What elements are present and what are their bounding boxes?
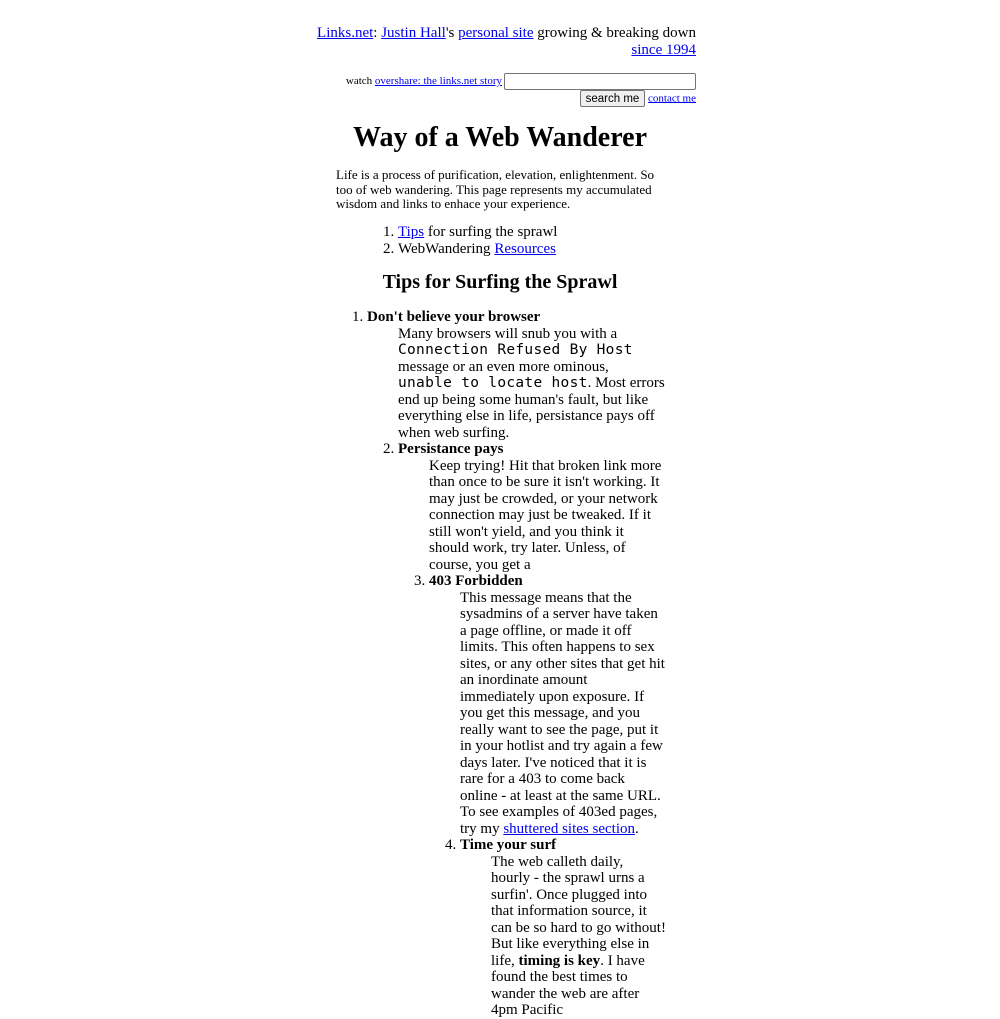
- toc-item-text: for surfing the sprawl: [424, 224, 558, 240]
- tips-level-2: [367, 441, 666, 1019]
- tip-title: 3. 403 Forbidden: [429, 573, 523, 589]
- tip-body: Many browsers will snub you with a Connection Refused By Host message or an even more ominous, unable to locate host. Most errors end up being some human's fault, but like everything else in life, persistance pays off when web surfing.: [398, 325, 665, 441]
- toc-tips-link[interactable]: Tips: [398, 224, 425, 240]
- error-code: Connection Refused By Host: [398, 342, 633, 358]
- tip-title: 2. Persistance pays: [398, 441, 504, 457]
- tips-level-1: [336, 309, 666, 1019]
- tip-item: [398, 441, 666, 1019]
- tips-level-4: [429, 837, 666, 1019]
- author-link[interactable]: Justin Hall: [381, 25, 446, 41]
- intro-paragraph: Life is a process of purification, elevation, enlightenment. So too of web wandering. This page represents my accumulated wisdom and links to enhace your experience.: [336, 167, 655, 211]
- story-link[interactable]: overshare: the links.net story: [374, 75, 502, 88]
- contact-link[interactable]: contact me: [648, 92, 696, 105]
- tip-body: Keep trying! Hit that broken link more than once to be sure it isn't working. It may just be crowded, or your network connection may just be tweaked. If it still won't yield, and you think it should work, try later. Unless, of course, you get a: [429, 457, 662, 573]
- error-code: unable to locate host: [398, 375, 588, 391]
- search-row: [300, 90, 696, 107]
- toc-resources-link[interactable]: Resources: [494, 241, 556, 257]
- toc-item-resources: [398, 241, 557, 258]
- search-input[interactable]: [504, 73, 696, 90]
- emphasis: timing is key: [518, 952, 601, 969]
- toc-item-tips: [398, 224, 557, 241]
- header-possessive: 's: [445, 25, 459, 41]
- site-link[interactable]: Links.net: [317, 25, 374, 41]
- section-title: Tips for Surfing the Sprawl: [382, 271, 618, 293]
- since-link[interactable]: since 1994: [631, 41, 696, 58]
- tip-body: The web calleth daily, hourly - the sprawl urns a surfin'. Once plugged into that information source, it can be so hard to go without! But like everything else in life, timing is key. I have found the best times to wander the web are after 4pm Pacific: [491, 853, 666, 1018]
- toc-item-text: WebWandering: [398, 241, 495, 257]
- tip-title: 4. Time your surf: [460, 837, 557, 853]
- search-button[interactable]: search me: [580, 90, 646, 107]
- table-of-contents: [367, 224, 557, 258]
- tip-title: 1. Don't believe your browser: [367, 309, 541, 325]
- header-colon: :: [373, 25, 382, 41]
- tip-item: [367, 309, 666, 1019]
- tip-item: [429, 573, 666, 1019]
- watch-prefix: watch: [345, 75, 375, 88]
- shuttered-sites-link[interactable]: shuttered sites section: [503, 820, 635, 837]
- header-tagline: growing & breaking down: [533, 25, 696, 41]
- site-header: [300, 25, 696, 58]
- page-title: Way of a Web Wanderer: [352, 122, 648, 153]
- tip-item: [460, 837, 666, 1019]
- personal-site-link[interactable]: personal site: [458, 25, 534, 41]
- tips-list: [336, 309, 666, 1019]
- tips-level-3: [398, 573, 666, 1019]
- watch-row: [300, 73, 696, 90]
- tip-body: This message means that the sysadmins of a server have taken a page offline, or made it off limits. This often happens to sex sites, or any other sites that get hit an inordinate amount immediately upon exposure. If you get this message, and you really want to see the page, put it in your hotlist and try again a few days later. I've noticed that it is rare for a 403 to come back online - at least at the same URL. To see examples of 403ed pages, try my shuttered sites section.: [460, 589, 665, 837]
